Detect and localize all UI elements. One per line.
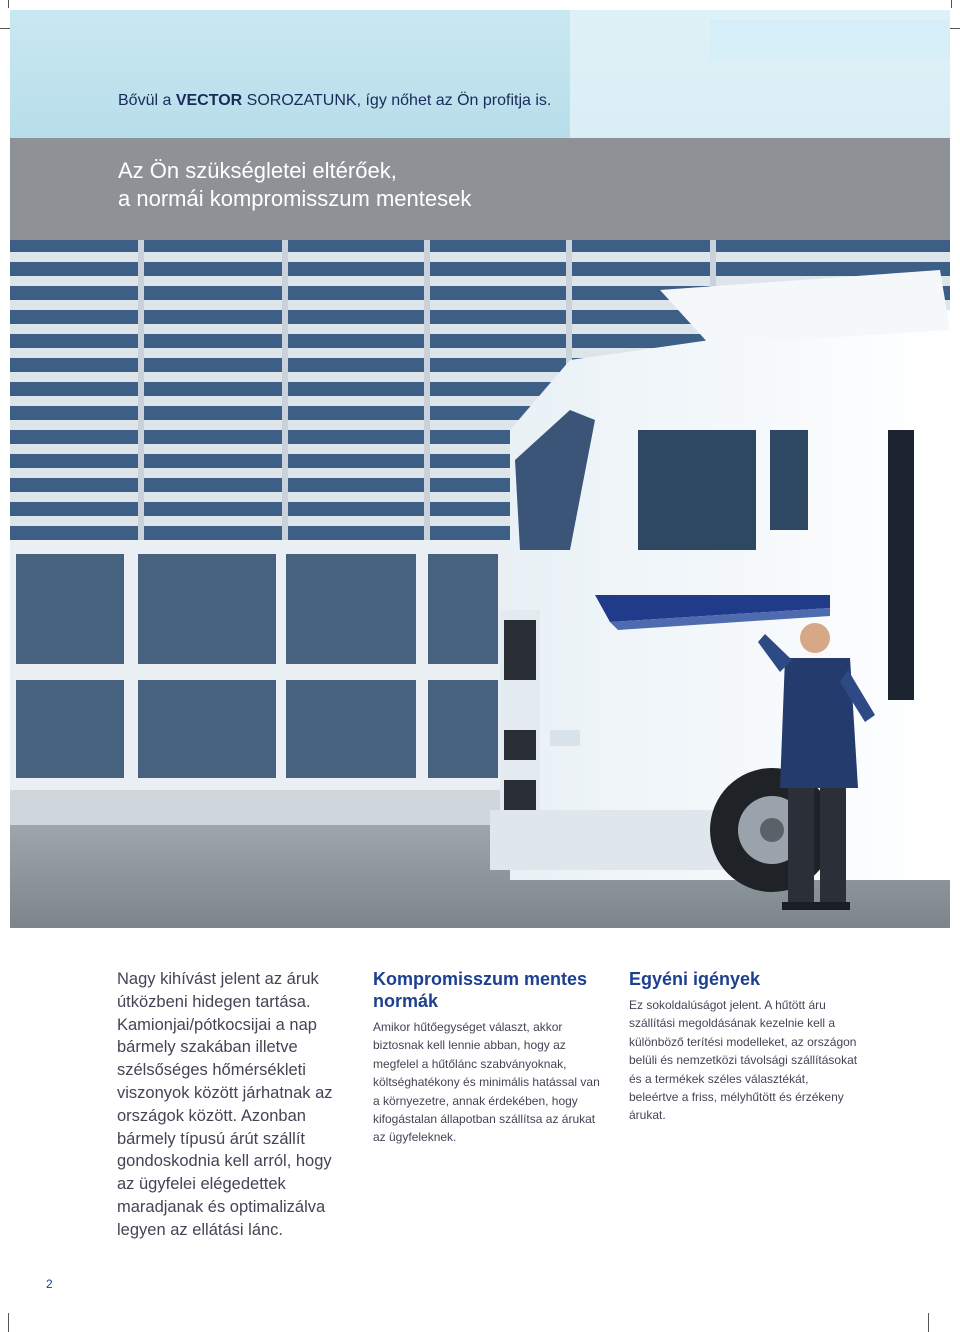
crop-mark [8,0,9,8]
needs-heading: Egyéni igények [629,969,761,989]
standards-heading: Kompromisszum mentes normák [373,969,588,1011]
crop-mark [0,28,10,29]
tagline-suffix: SOROZATUNK, így nőhet az Ön profitja is. [242,92,552,109]
tagline [118,92,551,110]
standards-text: Amikor hűtőegységet választ, akkor biztosnak kell lennie abban, hogy az megfelel a hűtőlánc szabványoknak, költséghatékony és minimális hatással van a környezetre, annak érdekében, hogy kifogástalan állapotban szállítsa az árukat az ügyfeleknek. [373,1020,600,1145]
intro-column [117,968,342,1242]
intro-text: Nagy kihívást jelent az áruk útközbeni hidegen tartása. Kamionjai/pótkocsijai a nap bármely szakában illetve szélsőséges hőmérsékleti viszonyok között járhatnak az országok között. Azonban bármely típusú árút szállít gondoskodnia kell arról, hogy az ügyfelei elégedettek maradjanak és optimalizálva legyen az ellátási lánc. [117,970,333,1239]
needs-column [629,968,861,1125]
page-number: 2 [46,1277,53,1291]
needs-text: Ez sokoldalúságot jelent. A hűtött áru szállítási megoldásának kezelnie kell a különböző terítési modelleket, az országon belüli és nemzetközi távolsági szállításokat és a termékek széles választékát, beleértve a friss, mélyhűtött és érzékeny árukat. [629,998,858,1123]
crop-mark [951,0,952,8]
crop-mark [8,1313,9,1332]
page-title-line2: a normái kompromisszum mentesek [118,186,472,211]
page-title-line1: Az Ön szükségletei eltérőek, [118,158,397,183]
tagline-prefix: Bővül a [118,92,176,109]
crop-mark [950,28,960,29]
tagline-brand: VECTOR [175,92,243,109]
title-band [10,138,950,240]
crop-mark [928,1313,929,1332]
hero-image [10,10,950,928]
standards-column [373,968,605,1147]
